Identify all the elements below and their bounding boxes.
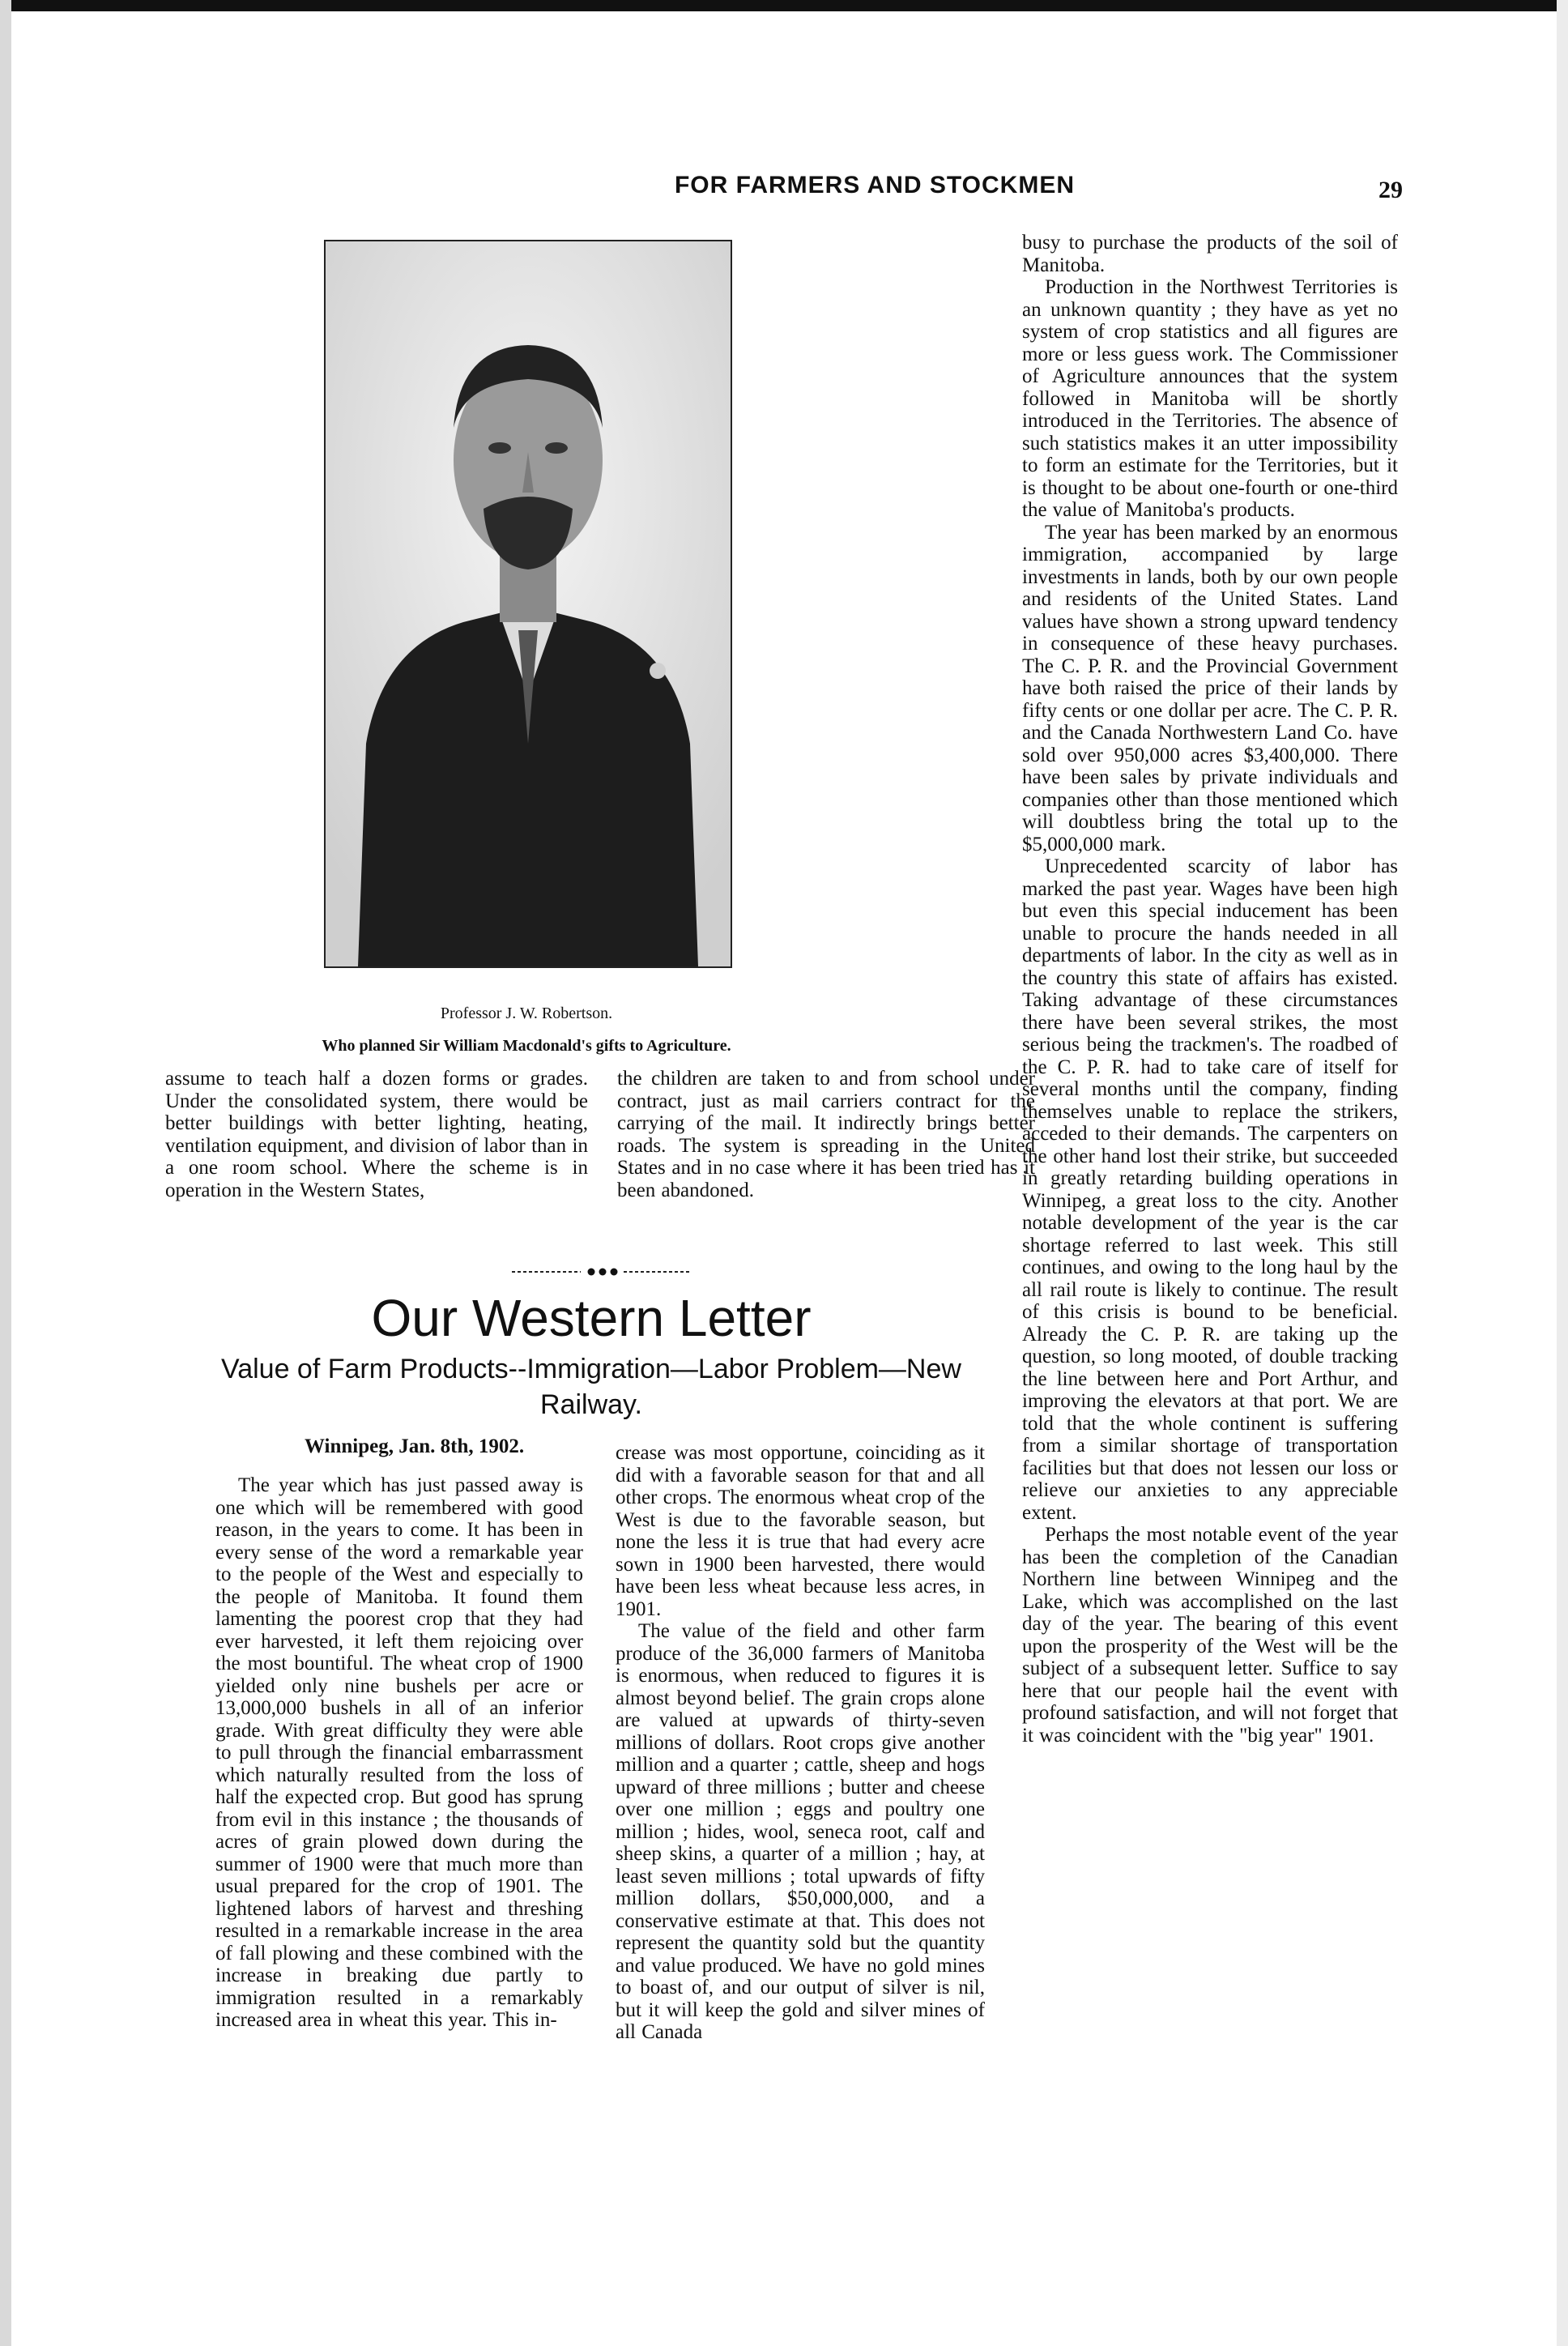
upper-middle-text: the children are taken to and from school under contract, just as mail carriers contract for the carrying of the mail. It indirectly brings better roads. The system is spreading in the United States and in no case where it has been tried has it been abandoned. [617, 1068, 1035, 1201]
upper-left-column [165, 1068, 588, 1201]
article-col2-paragraph-2: The value of the field and other farm produce of the 36,000 farmers of Manitoba is enormous, when reduced to figures it is almost beyond belief. The grain crops alone are valued at upwards of thirty-seven millions of dollars. Root crops give another million and a quarter ; cattle, sheep and hogs upward of three millions ; butter and cheese over one million ; eggs and poultry one million ; hides, wool, seneca root, calf and sheep skins, a quarter of a million ; hay, at least seven millions ; total upwards of fifty million dollars, $50,000,000, and a conservative estimate at that. This does not represent the quantity sold but the quantity and value produced. We have no gold mines to boast of, and our output of silver is nil, but it will keep the gold and silver mines of all Canada [616, 1620, 985, 2043]
article-subhead: Value of Farm Products--Immigration—Labor Problem—New Railway. [221, 1354, 961, 1420]
portrait-icon [326, 241, 731, 966]
photo-caption-name: Professor J. W. Robertson. [440, 1005, 613, 1022]
article-col3-paragraph-1: busy to purchase the products of the soil of Manitoba. [1022, 232, 1398, 276]
scan-top-edge [0, 0, 1568, 11]
section-divider-ornament [512, 1266, 690, 1278]
article-headline: Our Western Letter [371, 1289, 812, 1347]
article-column-3 [1022, 232, 1398, 1747]
article-col3-paragraph-5: Perhaps the most notable event of the year has been the completion of the Canadian Northern line between Winnipeg and the Lake, which was accomplished on the last day of the year. The bearing of this event upon the prosperity of the West will be the subject of a subsequent letter. Suffice to say here that our people hail the event with profound satisfaction, and will not forget that it was coincident with the "big year" 1901. [1022, 1524, 1398, 1747]
scan-right-edge [1557, 0, 1568, 2346]
article-col3-paragraph-4: Unprecedented scarcity of labor has marked the past year. Wages have been high but even this special inducement has been unable to procure the hands needed in all departments of labor. In the city as well as in the country this state of affairs has existed. Taking advantage of these circumstances there have been several strikes, the most serious being the trackmen's. The roadbed of the C. P. R. had to take care of itself for several months until the company, finding themselves unable to replace the strikers, acceded to their demands. The carpenters on the other hand lost their strike, but succeeded in greatly retarding building operations in Winnipeg, a great loss to the city. Another notable development of the year is the car shortage referred to last week. This still continues, and owing to the long haul by the all rail route is likely to continue. The result of this crisis is bound to be beneficial. Already the C. P. R. are taking up the question, so long mooted, of double tracking the line between here and Port Arthur, and improving the elevators at that port. We are told that the whole continent is suffering from a similar shortage of transportation facilities but that does not lessen our loss or relieve our anxieties to any appreciable extent. [1022, 855, 1398, 1524]
article-dateline: Winnipeg, Jan. 8th, 1902. [305, 1435, 525, 1457]
article-column-1 [215, 1474, 583, 2032]
portrait-photo [324, 240, 732, 968]
article-col1-paragraph: The year which has just passed away is one which will be remembered with good reason, in the years to come. It has been in every sense of the word a remarkable year to the people of the West and especially to the people of Manitoba. It found them lamenting the poorest crop that they had ever harvested, it left them rejoicing over the most bountiful. The wheat crop of 1900 yielded only nine bushels per acre or 13,000,000 bushels in all of an inferior grade. With great difficulty they were able to pull through the financial embarrassment which naturally resulted from the loss of half the expected crop. But good has sprung from evil in this instance ; the thousands of acres of grain plowed down during the summer of 1900 were that much more than usual prepared for the crop of 1901. The lightened labors of harvest and threshing resulted in a remarkable increase in the area of fall plowing and these combined with the increase in breaking due partly to immigration resulted in a remarkably increased area in wheat this year. This in- [215, 1474, 583, 2031]
upper-middle-column [617, 1068, 1035, 1201]
article-col3-paragraph-2: Production in the Northwest Territories is an unknown quantity ; they have as yet no system of crop statistics and all figures are more or less guess work. The Commissioner of Agriculture announces that the system followed in Manitoba will be shortly introduced in the Territories. The absence of such statistics makes it an utter impossibility to form an estimate for the Territories, but it is thought to be about one-fourth or one-third the value of Manitoba's products. [1022, 276, 1398, 521]
article-col3-paragraph-3: The year has been marked by an enormous immigration, accompanied by large investments in lands, both by our own people and residents of the United States. Land values have shown a strong upward tendency in consequence of these heavy purchases. The C. P. R. and the Provincial Government have both raised the price of their lands by fifty cents or one dollar per acre. The C. P. R. and the Canada Northwestern Land Co. have sold over 950,000 acres $3,400,000. There have been sales by private individuals and companies other than those mentioned which will doubtless bring the total up to the $5,000,000 mark. [1022, 521, 1398, 855]
scan-left-edge [0, 0, 11, 2346]
article-col2-paragraph-1: crease was most opportune, coinciding as it did with a favorable season for that and all other crops. The enormous wheat crop of the West is due to the favorable season, but none the less it is true that had every acre sown in 1900 been harvested, there would have been less wheat because less acres, in 1901. [616, 1442, 985, 1620]
article-column-2 [616, 1442, 985, 2044]
running-head: FOR FARMERS AND STOCKMEN [674, 172, 1075, 198]
page-number: 29 [1378, 177, 1403, 203]
photo-caption-description: Who planned Sir William Macdonald's gifts to Agriculture. [322, 1037, 731, 1055]
upper-left-text: assume to teach half a dozen forms or grades. Under the consolidated system, there would be better buildings with better lighting, heating, ventilation equipment, and division of labor than in a one room school. Where the scheme is in operation in the Western States, [165, 1068, 588, 1201]
